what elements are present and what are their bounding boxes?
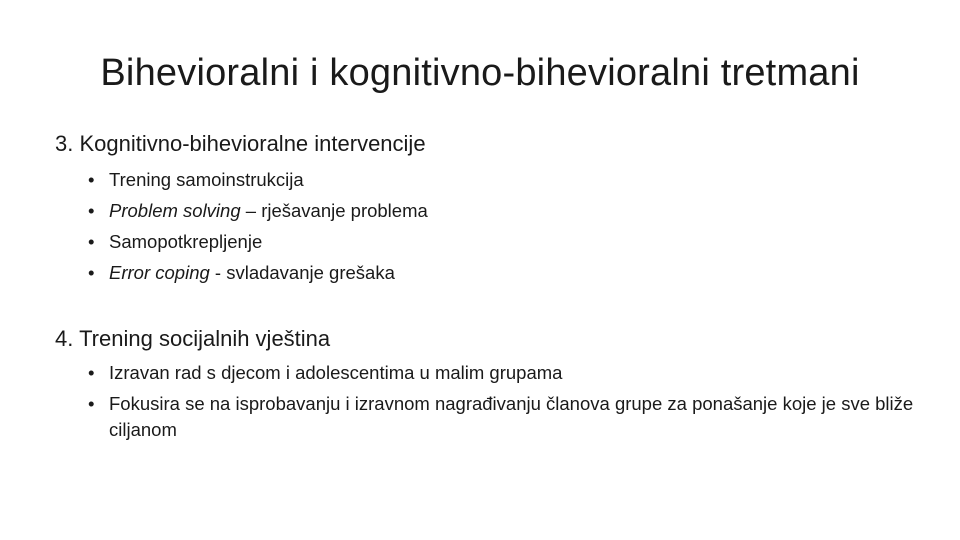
bullet-icon: • <box>88 262 95 283</box>
bullet-list <box>88 164 915 288</box>
bullet-list <box>88 360 915 443</box>
slide-title: Bihevioralni i kognitivno-bihevioralni tretmani <box>100 52 860 94</box>
item-text: Izravan rad s djecom i adolescentima u malim grupama <box>109 362 563 383</box>
list-item <box>88 195 915 226</box>
list-item <box>88 226 915 257</box>
list-item <box>88 360 915 386</box>
section-cognitive-behavioral-interventions <box>55 130 915 288</box>
bullet-icon: • <box>88 169 95 190</box>
bullet-icon: • <box>88 231 95 252</box>
item-text: Samopotkrepljenje <box>109 231 263 252</box>
section-heading: 3. Kognitivno-bihevioralne intervencije <box>55 131 426 156</box>
bullet-icon: • <box>88 200 95 221</box>
section-heading: 4. Trening socijalnih vještina <box>55 326 331 351</box>
section-social-skills-training <box>55 325 915 448</box>
item-italic-text: Error coping <box>109 262 210 283</box>
item-italic-text: Problem solving <box>109 200 241 221</box>
bullet-icon: • <box>88 362 95 383</box>
item-text: – rješavanje problema <box>240 200 428 221</box>
list-item <box>88 164 915 195</box>
list-item <box>88 257 915 288</box>
item-text: Trening samoinstrukcija <box>109 169 304 190</box>
item-text: - svladavanje grešaka <box>209 262 395 283</box>
bullet-icon: • <box>88 393 95 414</box>
item-text: Fokusira se na isprobavanju i izravnom nagrađivanju članova grupe za ponašanje koje je sve bliže ciljanom <box>109 393 914 440</box>
list-item <box>88 391 915 443</box>
